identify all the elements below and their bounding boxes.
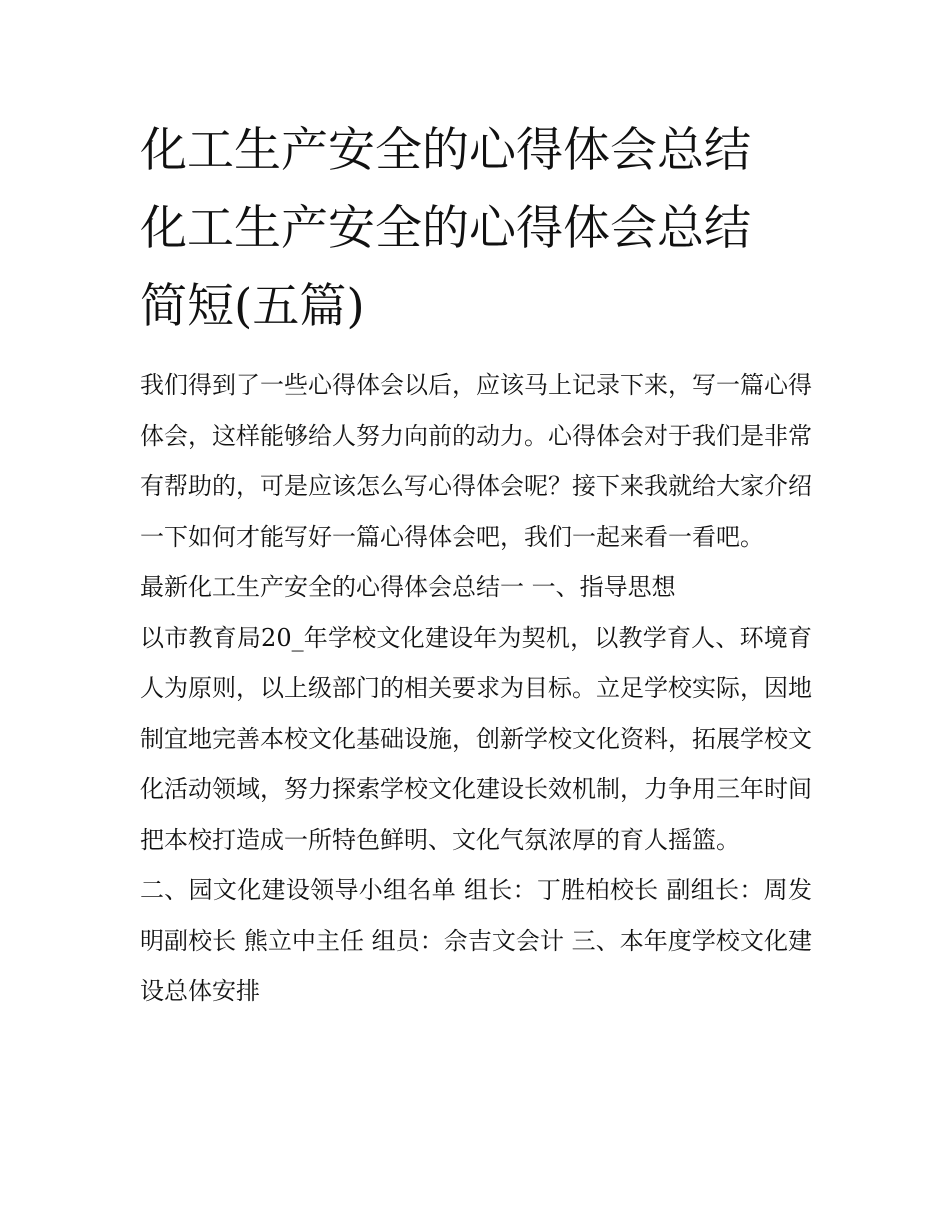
document-page [140, 112, 812, 1017]
document-title [140, 112, 812, 346]
section-heading-paragraph: 最新化工生产安全的心得体会总结一 一、指导思想 [140, 573, 676, 601]
leadership-group-paragraph: 二、园文化建设领导小组名单 组长：丁胜柏校长 副组长：周发明副校长 熊立中主任 组员：佘吉文会计 三、本年度学校文化建设总体安排 [140, 876, 812, 1005]
title-line: 简短(五篇) [140, 279, 365, 334]
title-line: 化工生产安全的心得体会总结 [140, 123, 751, 178]
intro-paragraph: 我们得到了一些心得体会以后，应该马上记录下来，写一篇心得体会，这样能够给人努力向前的动力。心得体会对于我们是非常有帮助的，可是应该怎么写心得体会呢？接下来我就给大家介绍一下如何才能写好一篇心得体会吧，我们一起来看一看吧。 [140, 371, 812, 551]
title-line: 化工生产安全的心得体会总结 [140, 201, 751, 256]
guiding-ideology-paragraph: 以市教育局20_年学校文化建设年为契机，以教学育人、环境育人为原则，以上级部门的相关要求为目标。立足学校实际，因地制宜地完善本校文化基础设施，创新学校文化资料，拓展学校文化活动领域，努力探索学校文化建设长效机制，力争用三年时间把本校打造成一所特色鲜明、文化气氛浓厚的育人摇篮。 [140, 623, 812, 854]
